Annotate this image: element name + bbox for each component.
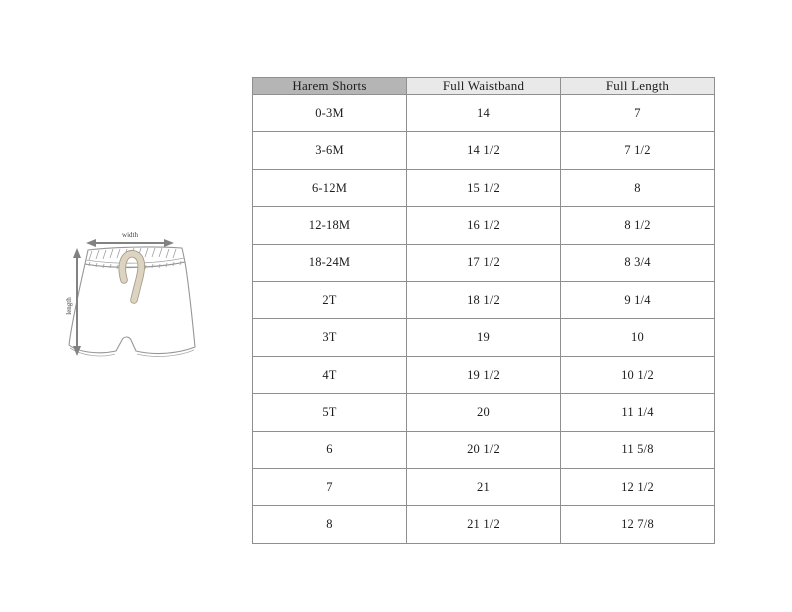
length-value-cell: 10 bbox=[561, 319, 715, 356]
width-arrow bbox=[86, 231, 174, 247]
waistband-value-cell: 20 bbox=[407, 394, 561, 431]
size-cell: 6-12M bbox=[253, 169, 407, 206]
length-value-cell: 8 bbox=[561, 169, 715, 206]
length-value-cell: 12 1/2 bbox=[561, 469, 715, 506]
length-label: length bbox=[65, 297, 73, 315]
column-header-length: Full Length bbox=[561, 78, 715, 95]
column-header-waistband: Full Waistband bbox=[407, 78, 561, 95]
table-row bbox=[253, 244, 715, 281]
table-row bbox=[253, 207, 715, 244]
table-row bbox=[253, 169, 715, 206]
table-row bbox=[253, 132, 715, 169]
waistband-value-cell: 21 1/2 bbox=[407, 506, 561, 544]
size-cell: 12-18M bbox=[253, 207, 407, 244]
waistband-value-cell: 16 1/2 bbox=[407, 207, 561, 244]
waistband-value-cell: 19 1/2 bbox=[407, 356, 561, 393]
length-value-cell: 12 7/8 bbox=[561, 506, 715, 544]
size-cell: 6 bbox=[253, 431, 407, 468]
size-cell: 7 bbox=[253, 469, 407, 506]
header-row bbox=[253, 78, 715, 95]
width-label: width bbox=[122, 231, 138, 239]
table-row bbox=[253, 95, 715, 132]
length-value-cell: 11 5/8 bbox=[561, 431, 715, 468]
size-cell: 8 bbox=[253, 506, 407, 544]
size-cell: 3T bbox=[253, 319, 407, 356]
size-cell: 3-6M bbox=[253, 132, 407, 169]
size-cell: 2T bbox=[253, 282, 407, 319]
length-value-cell: 7 bbox=[561, 95, 715, 132]
size-cell: 5T bbox=[253, 394, 407, 431]
size-cell: 0-3M bbox=[253, 95, 407, 132]
waistband-value-cell: 14 1/2 bbox=[407, 132, 561, 169]
length-value-cell: 8 3/4 bbox=[561, 244, 715, 281]
table-row bbox=[253, 506, 715, 544]
table-row bbox=[253, 469, 715, 506]
table-row bbox=[253, 356, 715, 393]
waistband-value-cell: 15 1/2 bbox=[407, 169, 561, 206]
shorts-illustration bbox=[58, 216, 210, 378]
column-header-product: Harem Shorts bbox=[253, 78, 407, 95]
waistband-value-cell: 17 1/2 bbox=[407, 244, 561, 281]
waistband-value-cell: 19 bbox=[407, 319, 561, 356]
length-value-cell: 8 1/2 bbox=[561, 207, 715, 244]
table-row bbox=[253, 431, 715, 468]
size-chart-table bbox=[252, 77, 715, 544]
table-row bbox=[253, 394, 715, 431]
table-row bbox=[253, 282, 715, 319]
length-value-cell: 9 1/4 bbox=[561, 282, 715, 319]
waistband-value-cell: 14 bbox=[407, 95, 561, 132]
size-cell: 4T bbox=[253, 356, 407, 393]
table-row bbox=[253, 319, 715, 356]
waistband-value-cell: 18 1/2 bbox=[407, 282, 561, 319]
length-value-cell: 11 1/4 bbox=[561, 394, 715, 431]
size-cell: 18-24M bbox=[253, 244, 407, 281]
length-value-cell: 10 1/2 bbox=[561, 356, 715, 393]
waistband-value-cell: 21 bbox=[407, 469, 561, 506]
length-value-cell: 7 1/2 bbox=[561, 132, 715, 169]
waistband-value-cell: 20 1/2 bbox=[407, 431, 561, 468]
